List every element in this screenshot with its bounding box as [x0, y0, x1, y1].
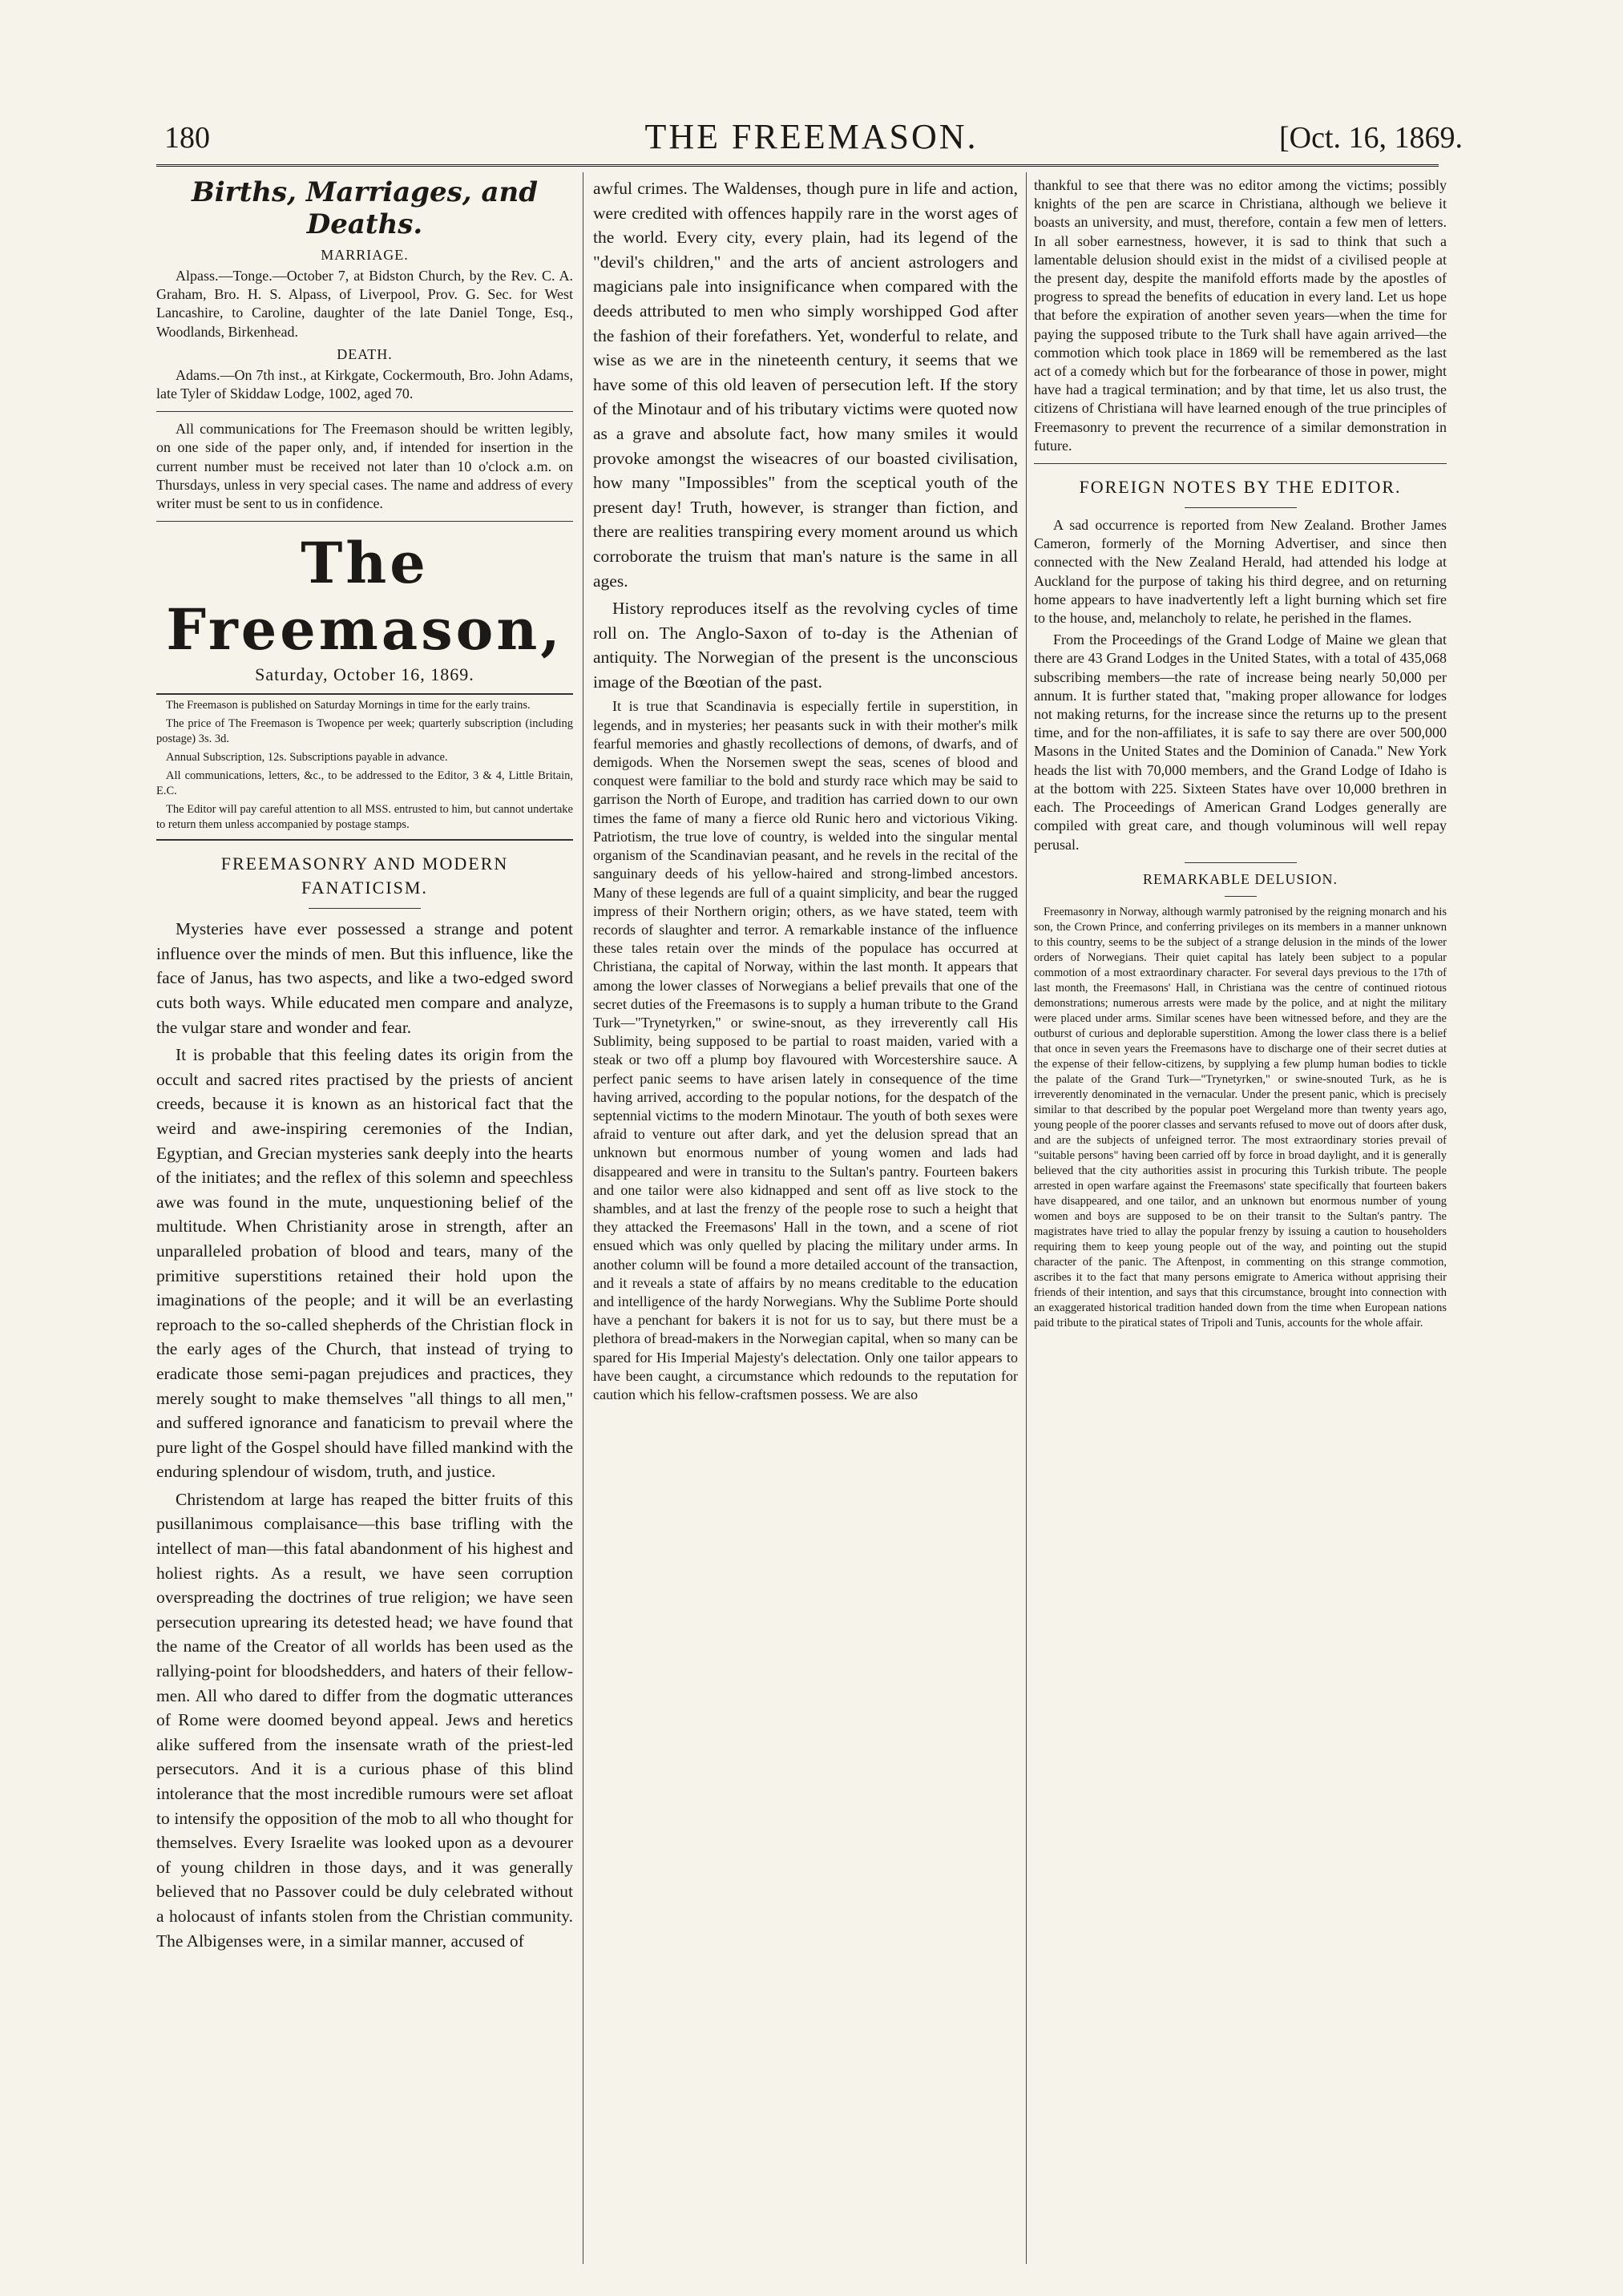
divider	[1225, 896, 1257, 897]
page-number: 180	[164, 121, 210, 155]
article-paragraph: A sad occurrence is reported from New Zealand. Brother James Cameron, formerly of the Morning Advertiser, and since then connected with the New Zealand Herald, had attended his lodge at Auckland for the purpose of taking his third degree, and on returning home appears to have inadvertently left a light burning which set fire to the house, and, melancholy to relate, he perished in the flames.	[1034, 517, 1447, 627]
article-paragraph: History reproduces itself as the revolving cycles of time roll on. The Anglo-Saxon of to-day is the Athenian of antiquity. The Norwegian of the present is the unconscious image of the Bœotian of the past.	[593, 599, 1018, 692]
article-paragraph: From the Proceedings of the Grand Lodge of Maine we glean that there are 43 Grand Lodges in the United States, with a total of 435,068 subscribing members—the rate of increase being nearly 50,000 per annum. It is further stated that, "making proper allowance for lodges not making returns, for the increase since the returns up to the present time, and for the non-affiliates, it is safe to say there are over 500,000 Masons in the United States and the Dominion of Canada." New York heads the list with 70,000 members, and the Grand Lodge of Idaho is at the bottom with 225. Sixteen States have over 10,000 brethren in each. The Proceedings of American Grand Lodges generally are compiled with great care, and though voluminous will well repay perusal.	[1034, 632, 1447, 853]
subscription-box	[156, 693, 573, 841]
marriage-label: MARRIAGE.	[321, 247, 409, 263]
divider	[309, 908, 421, 909]
article-paragraph: thankful to see that there was no editor among the victims; possibly knights of the pen are scarce in Christiana, although we believe it boasts an university, and must, therefore, contain a few men of letters. In all sober earnestness, however, it is sad to think that such a lamentable delusion should exist in the midst of a civilised people at the present day, despite the manifold efforts made by the apostles of progress to spread the benefits of education in every land. Let us hope that before the expiration of another seven years—when the time for paying the supposed tribute to the Turk shall have again arrived—the commotion which took place in 1869 will be remembered as the last act of a comedy which but for the forbearance of those in power, might have had a tragical termination; and by that time, let us also trust, the citizens of Christiana will have learned enough of the true principles of Freemasonry to prevent the recurrence of a similar demonstration in future.	[1034, 177, 1447, 454]
page-header	[0, 0, 1623, 156]
masthead-title: THE FREEMASON.	[644, 117, 979, 156]
subscription-line: All communications, letters, &c., to be addressed to the Editor, 3 & 4, Little Britain, E.C.	[156, 769, 573, 798]
column-1	[156, 176, 573, 2260]
divider	[1034, 463, 1447, 464]
foreign-notes-heading: FOREIGN NOTES BY THE EDITOR.	[1079, 477, 1402, 498]
death-label: DEATH.	[337, 345, 393, 362]
subscription-line: The Editor will pay careful attention to all MSS. entrusted to him, but cannot undertake to return them unless accompanied by postage stamps.	[156, 803, 573, 832]
article-paragraph: It is probable that this feeling dates its origin from the occult and sacred rites practised by the priests of ancient creeds, because it is known as an historical fact that the weird and awe-inspiring ceremonies of the Indian, Egyptian, and Grecian mysteries sank deeply into the hearts of the initiates; and the reflex of this solemn and speechless awe was found in the mute, unquestioning belief of the multitude. When Christianity arose in strength, after an unparalleled probation of blood and tears, many of the primitive superstitions retained their hold upon the imaginations of the people; and it will be an everlasting reproach to the so-called shepherds of the Christian flock in the early ages of the Church, that instead of trying to eradicate those semi-pagan prejudices and practices, they merely sought to make themselves "all things to all men," and suffered ignorance and fanaticism to prevail where the pure light of the Gospel should have filled mankind with the enduring splendour of wisdom, truth, and justice.	[156, 1045, 573, 1482]
death-notice: Adams.—On 7th inst., at Kirkgate, Cockermouth, Bro. John Adams, late Tyler of Skiddaw Lodge, 1002, aged 70.	[156, 366, 573, 402]
paper-title: The Freemason,	[166, 530, 563, 664]
divider	[156, 521, 573, 522]
article-paragraph: Mysteries have ever possessed a strange and potent influence over the minds of men. But this influence, like the face of Janus, has two aspects, and like a two-edged sword cuts both ways. While educated men compare and analyze, the vulgar stare and wonder and fear.	[156, 919, 573, 1037]
subscription-line: Annual Subscription, 12s. Subscriptions payable in advance.	[166, 751, 448, 765]
article-paragraph: awful crimes. The Waldenses, though pure in life and action, were credited with offences happily rare in the worst ages of the world. Every city, every plain, had its legend of the "devil's children," and the arts of ancient astrologers and magicians pale into insignificance when compared with the deeds attributed to men who simply worshipped God after the fashion of their forefathers. Yet, wonderful to relate, and wise as we are in the nineteenth century, it seems that we have some of this old leaven of persecution left. If the story of the Minotaur and of his tributary victims were quoted now as a grave and absolute fact, how many smiles it would provoke amongst the wiseacres of our boasted civilisation, how many "Impossibles" from the sceptical youth of the present day! Truth, however, is stranger than fiction, and there are realities transpiring every moment around us which corroborate the truism that man's nature is the same in all ages.	[593, 179, 1018, 591]
divider	[156, 411, 573, 412]
header-rule	[156, 164, 1439, 167]
column-3	[1034, 176, 1447, 2260]
article-paragraph: It is true that Scandinavia is especially fertile in superstition, in legends, and in mysteries; her peasants suck in with their mother's milk fearful memories and ghastly recollections of demons, of dwarfs, and of demigods. When the Norsemen swept the seas, scenes of blood and conquest were familiar to the bold and sturdy race which may be said to garrison the North of Europe, and tradition has carried down to our own times the fame of many a fierce old Runic hero and victorious Viking. Patriotism, the true love of country, is welded into the singular mental organism of the Scandinavian peasant, and he revels in the recital of the sanguinary deeds of his yellow-haired and strong-limbed ancestors. Many of these legends are full of a quaint simplicity, and bear the rugged impress of their Northern origin; others, as we have stated, teem with records of slaughter and terror. A remarkable instance of the influence these tales retain over the minds of the populace has occurred at Christiana, the capital of Norway, within the last month. It appears that among the lower classes of Norwegians a belief prevails that one of the secret duties of the Freemasons is to supply a human tribute to the Grand Turk—"Trynetyrken," or swine-snout, as they irreverently call His Sublimity, being supposed to be partial to roast maiden, varied with a steak or two off a plump boy flavoured with Worcestershire sauce. A perfect panic seems to have arisen lately in consequence of the time having arrived, according to the popular notions, for the despatch of the septennial victims to the modern Minotaur. The youth of both sexes were afraid to venture out after dark, and yet the delusion spread that an unknown but enormous number of young women and lads had disappeared and were in transitu to the Sultan's pantry. Fourteen bakers and one tailor were also kidnapped and sent off as live stock to the shambles, and at last the frenzy of the people rose to such a height that they attacked the Freemasons' Hall in the town, and a scene of riot ensued which was only quelled by placing the military under arms. In another column will be found a more detailed account of the transaction, and it reveals a state of affairs by no means creditable to the education and intelligence of the hardy Norwegians. Why the Sublime Porte should have a penchant for bakers it is not for us to say, but there must be a plethora of bread-makers in the Norwegian capital, when so many can be spared for His Imperial Majesty's delectation. Only one tailor appears to have been caught, a circumstance which redounds to the reputation for caution which his fellow-craftsmen possess. We are also	[593, 698, 1018, 1402]
births-heading: Births, Marriages, and Deaths.	[192, 176, 538, 240]
delusion-heading: REMARKABLE DELUSION.	[1143, 870, 1338, 887]
article-heading: FREEMASONRY AND MODERN FANATICISM.	[220, 853, 509, 898]
communications-notice: All communications for The Freemason should be written legibly, on one side of the paper only, and, if intended for insertion in the current number must be received not later than 10 o'clock a.m. on Thursdays, unless in very special cases. The name and address of every writer must be sent to us in confidence.	[156, 421, 573, 512]
subscription-line: The price of The Freemason is Twopence per week; quarterly subscription (including postage) 3s. 3d.	[156, 717, 573, 746]
column-2	[593, 176, 1018, 2260]
subscription-line: The Freemason is published on Saturday Mornings in time for the early trains.	[166, 699, 531, 712]
issue-date: [Oct. 16, 1869.	[1278, 121, 1463, 155]
paper-date: Saturday, October 16, 1869.	[255, 664, 474, 685]
divider	[1185, 507, 1297, 508]
marriage-notice: Alpass.—Tonge.—October 7, at Bidston Church, by the Rev. C. A. Graham, Bro. H. S. Alpass, of Liverpool, Prov. G. Sec. for West Lancashire, to Caroline, daughter of the late Daniel Tonge, Esq., Woodlands, Birkenhead.	[156, 268, 573, 340]
column-divider	[1026, 172, 1027, 2264]
article-paragraph: Freemasonry in Norway, although warmly patronised by the reigning monarch and his son, the Crown Prince, and conferring privileges on its members in a manner unknown to this country, seems to be the subject of a strange delusion in the minds of the lower orders of Norwegians. Their quiet capital has lately been subject to a popular commotion of a most extraordinary character. For several days previous to the 17th of last month, the Freemasons' Hall, in Christiana was the centre of continued riotous demonstrations; numerous arrests were made by the police, and at night the military were placed under arms. Similar scenes have been witnessed before, and they are the outburst of curious and deplorable superstition. Among the lower class there is a belief that once in seven years the Freemasons have to discharge one of their secret duties at the expense of their fellow-citizens, by supplying a few plump human bodies to tickle the palate of the Grand Turk—"Trynetyrken," or swine-snouted Turk, as he is irreverently denominated in the vernacular. Under the present panic, which is precisely similar to that described by the popular poet Wergeland more than twenty years ago, young people of the poorer classes and servants refused to move out of doors after dusk, and are the subjects of unfeigned terror. The most extraordinary stories prevail of "suitable persons" having been carried off by force in broad daylight, and it is generally believed that the city authorities assist in procuring this Turkish tribute. The people arrested in open warfare against the Freemasons' state specifically that fourteen bakers have disappeared, and one tailor, and an unknown but enormous number of young women and boys are supposed to be on their transit to the Sultan's pantry. The magistrates have tried to allay the popular frenzy by issuing a caution to householders requiring them to keep young people out of the way, and pointing out the stupid character of the panic. The Aftenpost, in commenting on this strange commotion, ascribes it to the fact that many persons emigrate to America without apprising their friends of their intention, and says that this circumstance, brought into connection with an exaggerated historical tradition handed down from the time when European nations paid tribute to the piratical states of Tripoli and Tunis, accounts for the whole affair.	[1034, 905, 1447, 1330]
divider	[1185, 862, 1297, 863]
article-paragraph: Christendom at large has reaped the bitter fruits of this pusillanimous complaisance—this base trifling with the intellect of man—this fatal abandonment of his highest and holiest rights. As a result, we have seen corruption overspreading the doctrines of true religion; we have seen persecution uprearing its detested head; we have found that the name of the Creator of all worlds has been used as the rallying-point for bloodshedders, and haters of their fellow-men. All who dared to differ from the dogmatic utterances of Rome were doomed beyond appeal. Jews and heretics alike suffered from the insensate wrath of the priest-led persecutors. And it is a curious phase of this blind intolerance that the most incredible rumours were set afloat to intensify the opposition of the mob to all who thought for themselves. Every Israelite was looked upon as a devourer of young children in those days, and it was generally believed that no Passover could be duly celebrated without a holocaust of infants stolen from the Christian community. The Albigenses were, in a similar manner, accused of	[156, 1489, 573, 1951]
